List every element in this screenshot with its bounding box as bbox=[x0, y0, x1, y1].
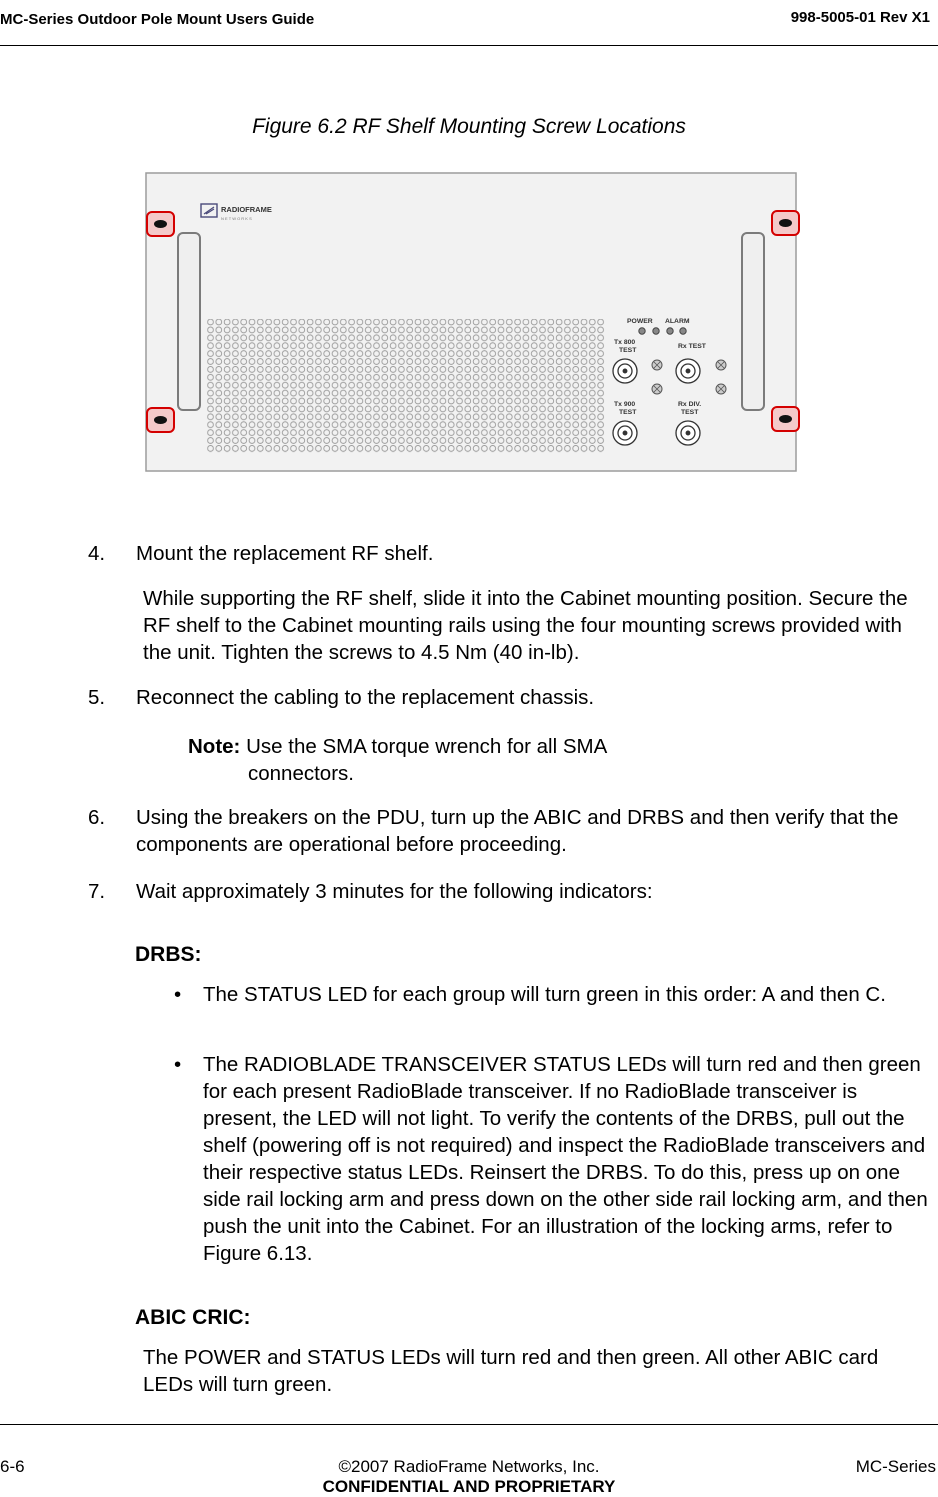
label-tx800-1: Tx 800 bbox=[614, 339, 636, 346]
rx-test-connector bbox=[676, 359, 700, 383]
confidential-notice: CONFIDENTIAL AND PROPRIETARY bbox=[322, 1477, 616, 1496]
mounting-screw-bottom-right bbox=[772, 407, 799, 431]
rx-div-test-connector bbox=[676, 421, 700, 445]
logo-brand-sub: N E T W O R K S bbox=[221, 216, 252, 221]
mounting-screw-bottom-left bbox=[147, 408, 174, 432]
copyright: ©2007 RadioFrame Networks, Inc. bbox=[338, 1457, 600, 1476]
step-number: 5. bbox=[88, 686, 106, 709]
section-heading-abic-cric: ABIC CRIC: bbox=[135, 1306, 251, 1329]
rf-shelf-illustration bbox=[140, 168, 804, 478]
footer-rule bbox=[0, 1424, 938, 1425]
step-text: Using the breakers on the PDU, turn up the ABIC and DRBS and then verify that the components are operational before proceeding. bbox=[136, 806, 899, 856]
vent-grille bbox=[207, 319, 605, 453]
label-tx900-1: Tx 900 bbox=[614, 401, 636, 408]
label-tx900-2: TEST bbox=[619, 409, 637, 416]
bullet-text: The STATUS LED for each group will turn green in this order: A and then C. bbox=[203, 983, 886, 1006]
step-number: 7. bbox=[88, 880, 106, 903]
note-line-2: connectors. bbox=[248, 762, 354, 785]
alarm-led-2 bbox=[667, 328, 673, 334]
step-4-paragraph: While supporting the RF shelf, slide it into the Cabinet mounting position. Secure the RF shelf to the Cabinet mounting rails using the four mounting screws provided with the unit. Tighten the screws to 4.5 Nm (40 in-lb). bbox=[143, 587, 908, 664]
step-text: Reconnect the cabling to the replacement chassis. bbox=[136, 686, 595, 709]
header-rule bbox=[0, 45, 938, 46]
label-alarm: ALARM bbox=[665, 318, 690, 325]
alarm-led-3 bbox=[680, 328, 686, 334]
right-handle bbox=[742, 233, 764, 410]
section-heading-drbs: DRBS: bbox=[135, 943, 202, 966]
tx900-test-connector bbox=[613, 421, 637, 445]
alarm-led-1 bbox=[653, 328, 659, 334]
tx800-test-connector bbox=[613, 359, 637, 383]
mounting-screw-top-left bbox=[147, 212, 174, 236]
note-label: Note: bbox=[188, 735, 241, 758]
label-rxdiv-1: Rx DIV. bbox=[678, 401, 702, 408]
step-number: 4. bbox=[88, 542, 106, 565]
bullet-text: The RADIOBLADE TRANSCEIVER STATUS LEDs will turn red and then green for each present RadioBlade transceiver. If no RadioBlade transceiver is present, the LED will not light. To verify the contents of the DRBS, pull out the shelf (powering off is not required) and inspect the RadioBlade transceivers and their respective status LEDs. Reinsert the DRBS. To do this, press up on one side rail locking arm and press down on the other side rail locking arm, and then push the unit into the Cabinet. For an illustration of the locking arms, refer to Figure 6.13. bbox=[203, 1053, 928, 1265]
label-power: POWER bbox=[627, 318, 653, 325]
step-number: 6. bbox=[88, 806, 106, 829]
note-line-1: Use the SMA torque wrench for all SMA bbox=[246, 735, 608, 758]
running-header-title: MC-Series Outdoor Pole Mount Users Guide bbox=[0, 11, 315, 28]
abic-paragraph: The POWER and STATUS LEDs will turn red and then green. All other ABIC card LEDs will turn green. bbox=[143, 1346, 879, 1396]
document-revision: 998-5005-01 Rev X1 bbox=[790, 9, 930, 26]
step-text: Wait approximately 3 minutes for the following indicators: bbox=[136, 880, 653, 903]
bullet-icon: • bbox=[174, 983, 182, 1006]
label-rxdiv-2: TEST bbox=[681, 409, 699, 416]
footer-center bbox=[0, 1457, 938, 1497]
logo-brand: RADIOFRAME bbox=[221, 205, 272, 214]
page-number: 6-6 bbox=[0, 1457, 25, 1476]
label-tx800-2: TEST bbox=[619, 347, 637, 354]
figure-caption: Figure 6.2 RF Shelf Mounting Screw Locations bbox=[252, 115, 686, 138]
power-led bbox=[639, 328, 645, 334]
product-series: MC-Series bbox=[855, 1457, 936, 1476]
step-text: Mount the replacement RF shelf. bbox=[136, 542, 434, 565]
mounting-screw-top-right bbox=[772, 211, 799, 235]
label-rxtest: Rx TEST bbox=[678, 343, 706, 350]
note bbox=[188, 733, 607, 760]
left-handle bbox=[178, 233, 200, 410]
bullet-icon: • bbox=[174, 1053, 182, 1076]
